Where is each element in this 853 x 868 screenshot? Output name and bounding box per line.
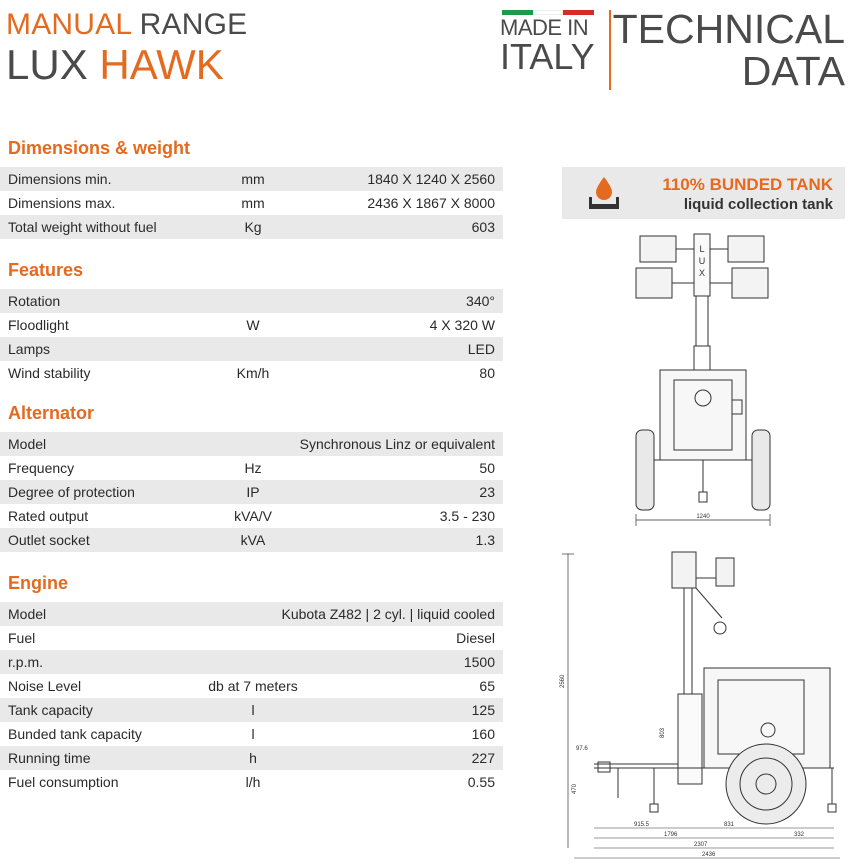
spec-label: Wind stability <box>8 365 91 381</box>
spec-value: Synchronous Linz or equivalent <box>299 436 495 452</box>
italy-text: ITALY <box>500 36 595 77</box>
spec-label: Floodlight <box>8 317 69 333</box>
spec-row <box>0 456 503 480</box>
spec-value: 3.5 - 230 <box>439 508 495 524</box>
spec-label: Fuel <box>8 630 36 646</box>
spec-label: Total weight without fuel <box>8 219 157 235</box>
floodlight-top-left <box>640 236 676 262</box>
spec-label: Model <box>8 606 47 622</box>
spec-unit: Hz <box>244 460 262 476</box>
spec-label: Model <box>8 436 47 452</box>
spec-row <box>0 167 503 191</box>
spec-value: 4 X 320 W <box>429 317 495 333</box>
spec-label: Frequency <box>8 460 75 476</box>
spec-row <box>0 746 503 770</box>
floodlight-bottom-left <box>636 268 672 298</box>
spec-label: Running time <box>8 750 91 766</box>
spec-unit: l <box>251 726 255 742</box>
spec-row <box>0 722 503 746</box>
spec-row <box>0 480 503 504</box>
spec-value: 227 <box>471 750 495 766</box>
floodlight-side-2 <box>716 558 734 586</box>
spec-value: 1840 X 1240 X 2560 <box>367 171 495 187</box>
dimension-bottom-2: 831 <box>724 822 735 828</box>
technical-data-title <box>613 8 845 92</box>
model-word-hawk: HAWK <box>99 41 224 88</box>
spec-value: 1.3 <box>475 532 495 548</box>
spec-value: 160 <box>471 726 495 742</box>
spec-unit: kVA <box>240 532 266 548</box>
spec-row <box>0 650 503 674</box>
spec-row <box>0 528 503 552</box>
spec-label: Rotation <box>8 293 61 309</box>
spec-row <box>0 191 503 215</box>
title-data: DATA <box>741 48 845 94</box>
spec-row <box>0 432 503 456</box>
dimension-bottom-5: 2307 <box>694 842 708 848</box>
title-technical: TECHNICAL <box>612 6 845 52</box>
section-title: Dimensions & weight <box>8 138 191 158</box>
section-title: Engine <box>8 573 69 593</box>
spec-value: 65 <box>479 678 495 694</box>
spec-unit: Kg <box>244 219 262 235</box>
spec-unit: h <box>249 750 257 766</box>
spec-value: 1500 <box>463 654 495 670</box>
mast-letter-l: L <box>699 244 705 254</box>
tank-headline: 110% BUNDED TANK <box>662 175 833 194</box>
spec-unit: Km/h <box>236 365 270 381</box>
left-wheel <box>636 430 654 510</box>
spec-row <box>0 361 503 385</box>
spec-value: 50 <box>479 460 495 476</box>
floodlight-top-right <box>728 236 764 262</box>
spec-value: 23 <box>479 484 495 500</box>
mast-section-upper <box>696 296 708 346</box>
header-divider <box>609 10 611 90</box>
tank-subline: liquid collection tank <box>683 196 833 213</box>
dimension-ground-clearance: 470 <box>572 783 578 794</box>
spec-row <box>0 674 503 698</box>
range-title <box>6 8 247 42</box>
brand-title <box>6 8 247 88</box>
spec-value: LED <box>467 341 495 357</box>
dimension-width: 1240 <box>696 514 710 520</box>
mast-letter-x: X <box>698 268 706 278</box>
spec-value: 603 <box>471 219 495 235</box>
spec-row <box>0 504 503 528</box>
dimension-height: 2560 <box>560 674 566 688</box>
spec-value: 80 <box>479 365 495 381</box>
spec-unit: db at 7 meters <box>208 678 298 694</box>
spec-unit: l/h <box>245 774 261 790</box>
spec-label: Dimensions min. <box>8 171 112 187</box>
spec-value: 2436 X 1867 X 8000 <box>367 195 495 211</box>
spec-label: Bunded tank capacity <box>8 726 142 742</box>
spec-unit: mm <box>241 171 265 187</box>
range-word-manual: MANUAL <box>6 8 132 41</box>
spec-unit: kVA/V <box>234 508 272 524</box>
floodlight-bottom-right <box>732 268 768 298</box>
mast-base <box>678 694 702 784</box>
spec-unit: l <box>251 702 255 718</box>
dimension-bottom-1: 915.5 <box>634 822 650 828</box>
spec-row <box>0 313 503 337</box>
spec-label: Noise Level <box>8 678 82 694</box>
generator-body <box>660 370 746 460</box>
spec-value: 125 <box>471 702 495 718</box>
spec-row <box>0 215 503 239</box>
oil-drop-tray-icon <box>586 175 622 213</box>
spec-value: 340° <box>466 293 495 309</box>
spec-label: Degree of protection <box>8 484 135 500</box>
spec-label: r.p.m. <box>8 654 44 670</box>
model-word-lux: LUX <box>6 41 88 88</box>
dimension-bottom-3: 1796 <box>664 832 678 838</box>
spec-label: Outlet socket <box>8 532 90 548</box>
floodlight-side <box>672 552 696 588</box>
spec-row <box>0 626 503 650</box>
spec-row <box>0 770 503 794</box>
section-title: Features <box>8 260 84 280</box>
side-view-drawing <box>554 548 850 866</box>
right-wheel <box>752 430 770 510</box>
dimension-drawbar-height: 97.6 <box>576 746 588 752</box>
bunded-tank-badge <box>562 167 845 219</box>
dimension-bottom-6: 2436 <box>702 852 716 858</box>
spec-row <box>0 289 503 313</box>
spec-value: 0.55 <box>467 774 495 790</box>
dimension-bottom-4: 332 <box>794 832 805 838</box>
spec-label: Fuel consumption <box>8 774 119 790</box>
section-title: Alternator <box>8 403 95 423</box>
spec-value: Diesel <box>456 630 495 646</box>
model-title <box>6 42 247 88</box>
spec-unit: IP <box>246 484 260 500</box>
spec-label: Dimensions max. <box>8 195 116 211</box>
spec-row <box>0 337 503 361</box>
spec-value: Kubota Z482 | 2 cyl. | liquid cooled <box>281 606 495 622</box>
spec-unit: W <box>246 317 260 333</box>
made-in-text: MADE IN <box>500 15 589 40</box>
spec-row <box>0 602 503 626</box>
dimension-body-height: 803 <box>660 727 666 738</box>
spec-label: Tank capacity <box>8 702 93 718</box>
spec-row <box>0 698 503 722</box>
mast-letter-u: U <box>698 256 706 266</box>
spec-label: Rated output <box>8 508 89 524</box>
made-in-italy-logo <box>500 10 596 75</box>
front-view-drawing <box>628 230 778 530</box>
range-word-range: RANGE <box>139 8 248 41</box>
spec-label: Lamps <box>8 341 51 357</box>
spec-unit: mm <box>241 195 265 211</box>
wheel-side <box>726 744 806 824</box>
